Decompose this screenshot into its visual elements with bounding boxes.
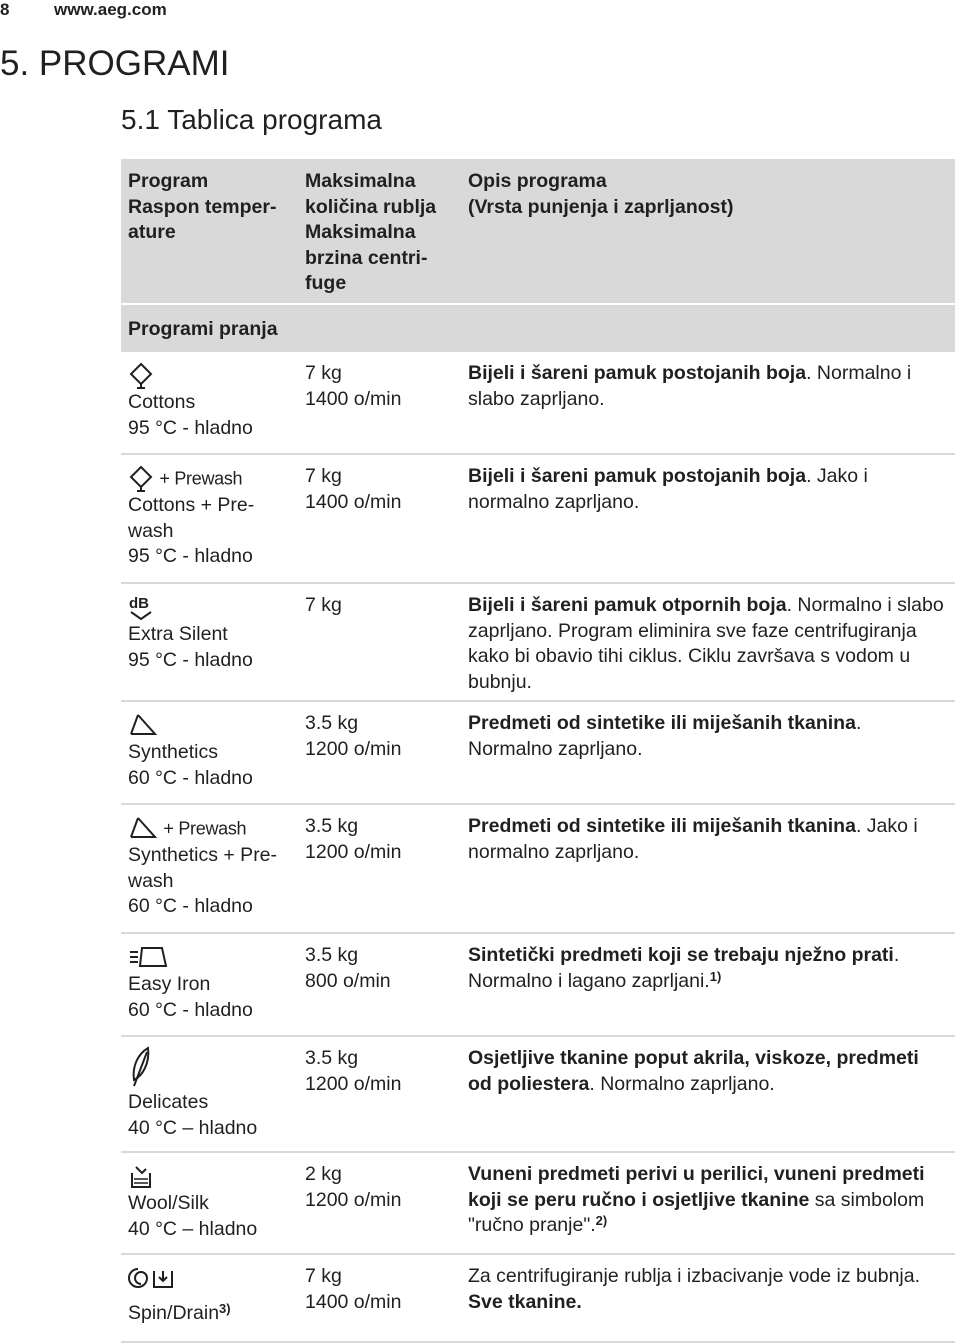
synthetics-icon	[128, 711, 293, 740]
max-load: 3.5 kg	[305, 944, 359, 966]
header-program	[121, 159, 299, 303]
section-title: 5.1 Tablica programa	[121, 104, 382, 135]
max-load: 7 kg	[305, 594, 342, 616]
program-row-delicates	[121, 1037, 955, 1153]
max-load: 7 kg	[305, 1265, 342, 1287]
program-row-cottons	[121, 352, 955, 455]
description-bold: Sve tkanine.	[468, 1290, 582, 1313]
header-line: količina rublja	[305, 195, 437, 218]
program-row-wool-silk	[121, 1153, 955, 1255]
cotton-icon	[128, 361, 293, 390]
description-text: . Normalno i slabo zaprljano. Program eliminira sve faze centrifugiranja kako bi obavio tihi ciklus. Ciklu završava s vodom u bubnju.	[468, 594, 944, 693]
description-cell	[462, 1153, 955, 1253]
program-name: Extra Silent	[128, 623, 228, 645]
program-row-extra-silent	[121, 584, 955, 702]
max-spin: 1400 o/min	[305, 1290, 402, 1313]
header-description	[462, 159, 955, 303]
description-cell	[462, 584, 955, 700]
program-name: Cottons + Pre-	[128, 494, 255, 516]
max-spin: 1200 o/min	[305, 840, 402, 863]
program-name: Delicates	[128, 1091, 209, 1113]
load-cell	[299, 702, 462, 803]
program-table	[121, 159, 955, 1343]
program-name: Wool/Silk	[128, 1192, 209, 1214]
description-bold: Bijeli i šareni pamuk postojanih boja	[468, 362, 807, 384]
header-line: Maksimalna	[305, 221, 416, 243]
program-temperature: 60 °C - hladno	[128, 895, 253, 917]
program-temperature: 95 °C - hladno	[128, 648, 253, 671]
load-cell	[299, 805, 462, 932]
description-bold: Vuneni predmeti perivi u perilici, vuneni predmeti koji se peru ručno i osjetljive tkanine	[468, 1163, 925, 1211]
footnote-ref: 2)	[595, 1213, 608, 1228]
description-text: . Jako i normalno zaprljano.	[468, 815, 918, 863]
chapter-title: 5. PROGRAMI	[0, 44, 230, 83]
program-name-line	[128, 1301, 293, 1327]
program-cell	[121, 934, 299, 1035]
max-load: 7 kg	[305, 362, 342, 384]
load-cell	[299, 1255, 462, 1341]
group-row	[121, 305, 955, 352]
program-row-synthetics-prewash	[121, 805, 955, 934]
description-cell	[462, 702, 955, 803]
site-url[interactable]: www.aeg.com	[54, 0, 167, 19]
description-cell	[462, 352, 955, 453]
header-line: (Vrsta punjenja i zaprljanost)	[468, 195, 734, 218]
program-temperature: 40 °C – hladno	[128, 1217, 258, 1240]
description-text: . Jako i normalno zaprljano.	[468, 465, 868, 513]
load-cell	[299, 352, 462, 453]
max-spin: 1400 o/min	[305, 490, 402, 513]
program-cell	[121, 584, 299, 700]
program-cell	[121, 805, 299, 932]
program-temperature: 95 °C - hladno	[128, 416, 253, 439]
header-line: ature	[128, 221, 176, 243]
table-header	[121, 159, 955, 305]
program-name: Synthetics	[128, 741, 218, 763]
description-text: . Normalno zaprljano.	[468, 712, 862, 760]
description-cell	[462, 1037, 955, 1151]
prewash-label: + Prewash	[163, 818, 247, 839]
max-load: 2 kg	[305, 1163, 342, 1185]
description-cell	[462, 934, 955, 1035]
description-bold: Osjetljive tkanine poput akrila, viskoze, predmeti od poliestera	[468, 1047, 919, 1095]
delicates-icon	[128, 1046, 293, 1090]
description-text: . Normalno zaprljano.	[589, 1072, 775, 1095]
max-spin: 1200 o/min	[305, 737, 402, 760]
program-cell	[121, 1153, 299, 1253]
header-line: fuge	[305, 272, 347, 294]
svg-text:dB: dB	[129, 595, 149, 613]
synthetics-prewash-icon	[128, 814, 293, 843]
max-spin: 1200 o/min	[305, 1072, 402, 1095]
header-line: Raspon temper-	[128, 195, 277, 218]
page-number: 8	[0, 0, 10, 19]
program-cell	[121, 1255, 299, 1341]
program-name: Spin/Drain	[128, 1302, 220, 1324]
description-text: Za centrifugiranje rublja i izbacivanje vode iz bubnja.	[468, 1265, 921, 1287]
header-line: Maksimalna	[305, 170, 416, 192]
program-temperature: 60 °C - hladno	[128, 766, 253, 789]
description-cell	[462, 805, 955, 932]
spin-drain-icon	[128, 1264, 293, 1293]
load-cell	[299, 455, 462, 582]
max-spin: 1200 o/min	[305, 1188, 402, 1211]
program-cell	[121, 352, 299, 453]
footnote-ref: 3)	[219, 1301, 231, 1316]
program-row-cottons-prewash	[121, 455, 955, 584]
max-spin: 1400 o/min	[305, 387, 402, 410]
description-bold: Bijeli i šareni pamuk postojanih boja	[468, 465, 807, 487]
load-cell	[299, 584, 462, 700]
load-cell	[299, 934, 462, 1035]
max-load: 7 kg	[305, 465, 342, 487]
description-text: sa simbolom "ručno pranje".	[468, 1188, 925, 1236]
load-cell	[299, 1153, 462, 1253]
program-cell	[121, 455, 299, 582]
description-cell	[462, 455, 955, 582]
max-spin: 800 o/min	[305, 969, 391, 992]
max-load: 3.5 kg	[305, 815, 359, 837]
max-load: 3.5 kg	[305, 712, 359, 734]
easy-iron-icon	[128, 943, 293, 972]
program-temperature: 40 °C – hladno	[128, 1116, 258, 1139]
wool-silk-icon	[128, 1162, 293, 1191]
program-cell	[121, 1037, 299, 1151]
program-row-synthetics	[121, 702, 955, 805]
program-name: Synthetics + Pre-	[128, 844, 278, 866]
extra-silent-icon	[128, 593, 293, 622]
program-temperature: 60 °C - hladno	[128, 998, 253, 1021]
cotton-prewash-icon	[128, 464, 293, 493]
header-line: Program	[128, 170, 209, 192]
load-cell	[299, 1037, 462, 1151]
program-temperature: 95 °C - hladno	[128, 545, 253, 567]
description-text: . Normalno i slabo zaprljano.	[468, 362, 912, 410]
footnote-ref: 1)	[709, 968, 722, 984]
header-load	[299, 159, 462, 303]
program-cell	[121, 702, 299, 803]
max-load: 3.5 kg	[305, 1047, 359, 1069]
prewash-label: + Prewash	[159, 468, 243, 489]
description-bold: Bijeli i šareni pamuk otpornih boja	[468, 594, 787, 616]
program-name: Easy Iron	[128, 973, 211, 995]
description-text: . Normalno i lagano zaprljani.	[468, 944, 900, 992]
program-name: Cottons	[128, 391, 196, 413]
program-name: wash	[128, 519, 174, 542]
program-name: wash	[128, 869, 174, 892]
description-cell	[462, 1255, 955, 1341]
program-row-spin-drain	[121, 1255, 955, 1343]
group-label: Programi pranja	[128, 318, 278, 340]
header-line: brzina centri-	[305, 246, 428, 269]
description-bold: Predmeti od sintetike ili miješanih tkanina	[468, 712, 856, 734]
header-line: Opis programa	[468, 170, 607, 192]
program-row-easy-iron	[121, 934, 955, 1037]
description-bold: Predmeti od sintetike ili miješanih tkanina	[468, 815, 856, 837]
description-bold: Sintetički predmeti koji se trebaju nježno prati	[468, 944, 894, 966]
